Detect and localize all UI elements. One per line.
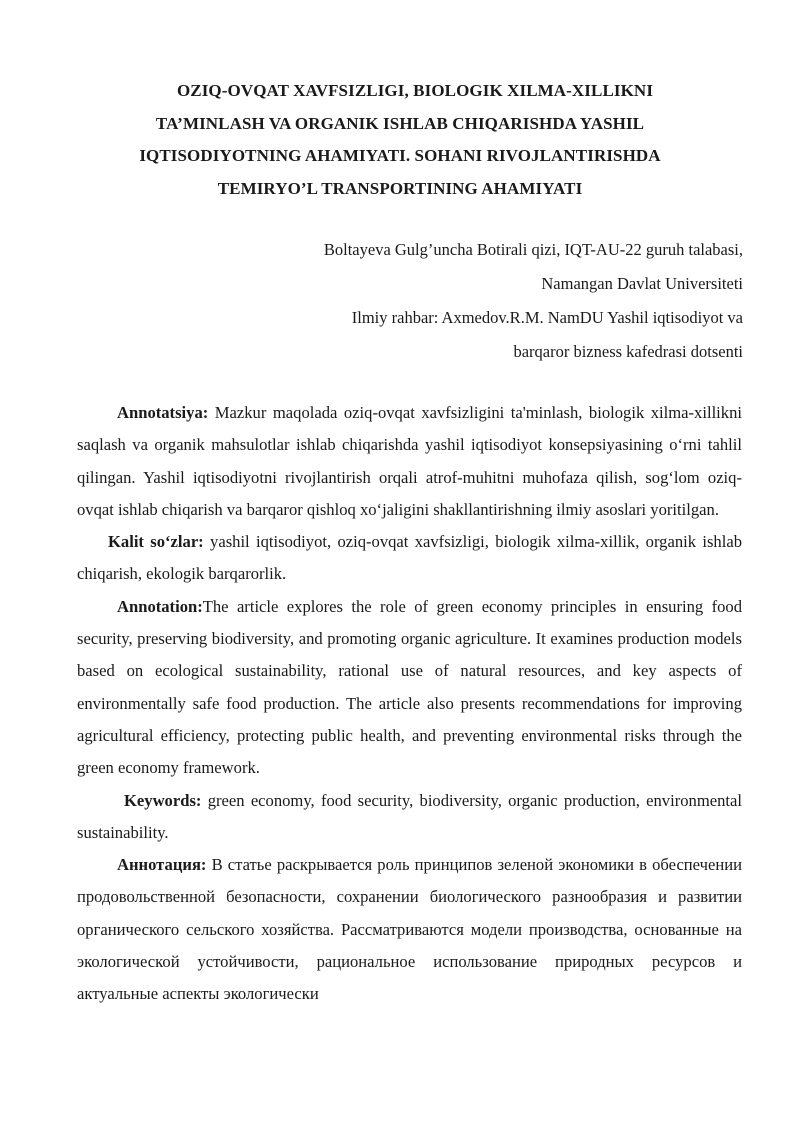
keywords-en-text: green economy, food security, biodiversity, organic production, environmental sustainability. — [77, 790, 742, 842]
title-line: IQTISODIYOTNING AHAMIYATI. SOHANI RIVOJLANTIRISHDA — [139, 146, 661, 165]
author-affiliation: Namangan Davlat Universiteti — [541, 274, 743, 293]
title-line: TEMIRYO’L TRANSPORTINING AHAMIYATI — [217, 178, 583, 198]
paper-title — [100, 75, 700, 205]
abstract-ru-text: В статье раскрывается роль принципов зеленой экономики в обеспечении продовольственной безопасности, сохранении биологического разнообразия и развитии органического сельского хозяйства. Рассматриваются модели производства, основанные на экологической устойчивости, рациональное использование природных ресурсов и актуальные аспекты экологически — [77, 855, 742, 1004]
keywords-en-label: Keywords: — [124, 790, 202, 810]
abstract-en-label: Annotation: — [117, 596, 203, 616]
abstract-en-text: The article explores the role of green economy principles in ensuring food security, preserving biodiversity, and promoting organic agriculture. It examines production models based on ecological sustainability, rational use of natural resources, and key aspects of environmentally safe food production. The article also presents recommendations for improving agricultural efficiency, protecting public health, and preventing environmental risks through the green economy framework. — [77, 596, 742, 778]
author-block — [183, 233, 743, 369]
title-line: OZIQ-OVQAT XAVFSIZLIGI, BIOLOGIK XILMA-XILLIKNI — [176, 81, 654, 100]
keywords-uz — [77, 526, 742, 591]
abstract-uz-text: Mazkur maqolada oziq-ovqat xavfsizligini ta'minlash, biologik xilma-xillikni saqlash va organik mahsulotlar ishlab chiqarishda yashil iqtisodiyot konsepsiyasining oʻrni tahlil qilingan. Yashil iqtisodiyotni rivojlantirish orqali atrof-muhitni muhofaza qilish, sogʻlom oziq-ovqat ishlab chiqarish va barqaror qishloq xoʻjaligini shakllantirishning ilmiy asoslari yoritilgan. — [77, 403, 742, 519]
title-line: TA’MINLASH VA ORGANIK ISHLAB CHIQARISHDA YASHIL — [155, 113, 645, 133]
advisor-line: Ilmiy rahbar: Axmedov.R.M. NamDU Yashil iqtisodiyot va — [351, 308, 743, 327]
advisor-position: barqaror bizness kafedrasi dotsenti — [513, 342, 743, 361]
abstract-ru-label: Аннотация: — [117, 855, 207, 875]
author-line: Boltayeva Gulg’uncha Botirali qizi, IQT-AU-22 guruh talabasi, — [323, 240, 743, 259]
abstract-uz-label: Annotatsiya: — [117, 403, 209, 422]
keywords-uz-label: Kalit soʻzlar: — [108, 532, 204, 552]
abstract-en — [77, 591, 742, 785]
abstract-uz — [77, 397, 742, 526]
abstract-section — [77, 397, 742, 1011]
keywords-en — [77, 785, 742, 850]
abstract-ru — [77, 849, 742, 1010]
keywords-uz-text: yashil iqtisodiyot, oziq-ovqat xavfsizligi, biologik xilma-xillik, organik ishlab chiqarish, ekologik barqarorlik. — [77, 532, 742, 584]
